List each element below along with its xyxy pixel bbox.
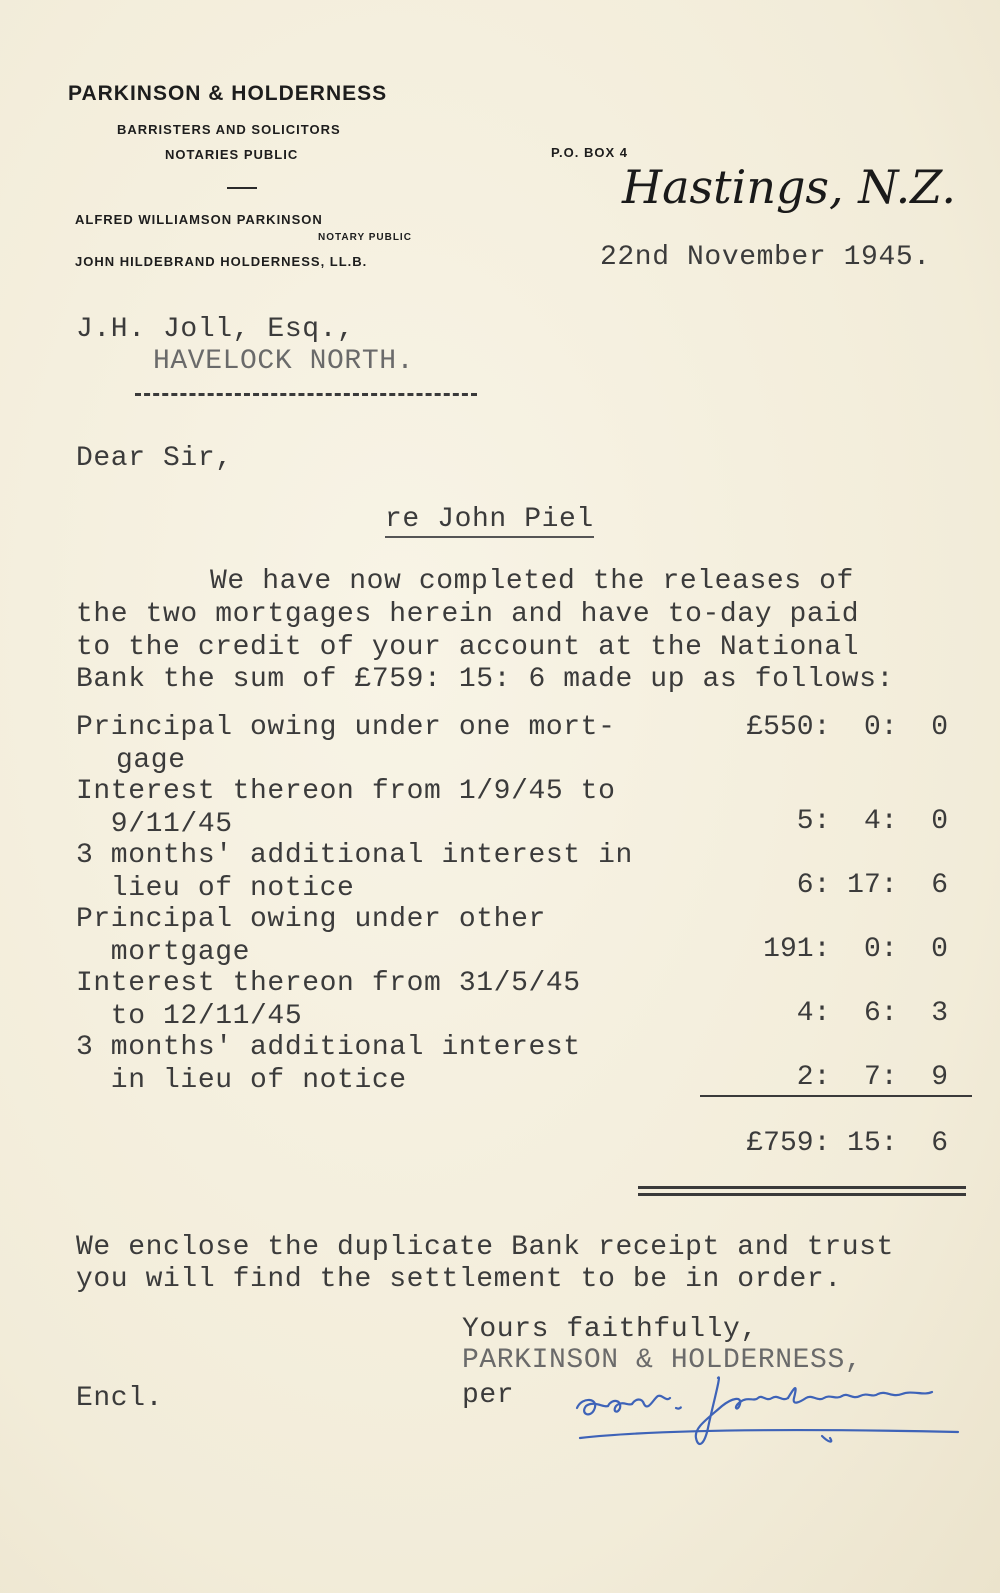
enclosure-note: Encl. — [76, 1383, 164, 1414]
addressee-town: HAVELOCK NORTH. — [153, 346, 415, 377]
body-line-1: We have now completed the releases of — [210, 566, 854, 597]
closing-line-1: We enclose the duplicate Bank receipt and trust — [76, 1232, 894, 1263]
address-rule — [135, 393, 477, 396]
item-2-line-1: Interest thereon from 1/9/45 to — [76, 776, 616, 807]
item-4-line-1: Principal owing under other — [76, 904, 546, 935]
letterhead-divider — [227, 187, 257, 189]
subtotal-rule — [700, 1095, 972, 1097]
partner-2: JOHN HILDEBRAND HOLDERNESS, LL.B. — [75, 254, 368, 269]
salutation: Dear Sir, — [76, 443, 233, 474]
po-box: P.O. BOX 4 — [551, 145, 628, 160]
item-1-line-2: gage — [116, 745, 186, 776]
partner-1: ALFRED WILLIAMSON PARKINSON — [75, 212, 323, 227]
body-line-4: Bank the sum of £759: 15: 6 made up as follows: — [76, 664, 894, 695]
firm-name: PARKINSON & HOLDERNESS — [68, 82, 388, 105]
item-6-amount: 2: 7: 9 — [796, 1062, 948, 1093]
item-5-amount: 4: 6: 3 — [796, 998, 948, 1029]
partner-1-title: NOTARY PUBLIC — [318, 232, 412, 243]
signoff-firm: PARKINSON & HOLDERNESS, — [462, 1345, 863, 1376]
total-amount: £759: 15: 6 — [746, 1128, 948, 1159]
letter-date: 22nd November 1945. — [600, 242, 931, 273]
item-2-line-2: 9/11/45 — [76, 809, 233, 840]
signoff-yours: Yours faithfully, — [462, 1314, 758, 1345]
item-4-amount: 191: 0: 0 — [763, 934, 948, 965]
total-rule-2 — [638, 1193, 966, 1196]
signoff-per: per — [462, 1380, 515, 1411]
firm-subtitle-1: BARRISTERS AND SOLICITORS — [117, 122, 341, 137]
item-1-line-1: Principal owing under one mort- — [76, 712, 616, 743]
place-script: Hastings, N.Z. — [622, 160, 956, 214]
body-line-2: the two mortgages herein and have to-day paid — [76, 599, 860, 630]
subject-line: re John Piel — [385, 504, 594, 538]
total-rule-1 — [638, 1186, 966, 1189]
body-line-3: to the credit of your account at the National — [76, 632, 860, 663]
item-4-line-2: mortgage — [76, 937, 251, 968]
item-6-line-2: in lieu of notice — [76, 1065, 407, 1096]
item-2-amount: 5: 4: 0 — [796, 806, 948, 837]
addressee-name: J.H. Joll, Esq., — [76, 314, 355, 345]
item-5-line-2: to 12/11/45 — [76, 1001, 303, 1032]
item-1-amount: £550: 0: 0 — [746, 712, 948, 743]
item-5-line-1: Interest thereon from 31/5/45 — [76, 968, 581, 999]
closing-line-2: you will find the settlement to be in order. — [76, 1264, 842, 1295]
item-3-line-2: lieu of notice — [76, 873, 355, 904]
handwritten-signature — [572, 1368, 962, 1468]
item-3-line-1: 3 months' additional interest in — [76, 840, 633, 871]
item-6-line-1: 3 months' additional interest — [76, 1032, 581, 1063]
firm-subtitle-2: NOTARIES PUBLIC — [165, 147, 299, 162]
item-3-amount: 6: 17: 6 — [796, 870, 948, 901]
